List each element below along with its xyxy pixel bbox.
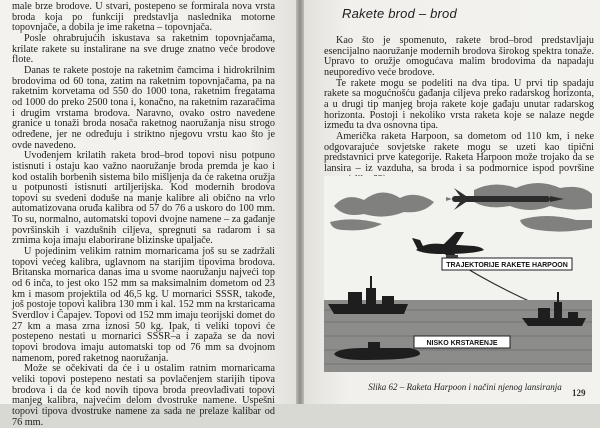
label-cruise-text: NISKO KRSTARENJE [426, 340, 498, 347]
paragraph: Kao što je spomenuto, rakete brod–brod predstavljaju esencijalno naoružanje modernih brodova širokog spektra tonaže. Upravo to oružje omogućava malim brodovima da napadaju neuporedivo veće brodove. [324, 35, 594, 78]
section-heading: Rakete brod – brod [342, 6, 457, 21]
paragraph: U pojedinim velikim ratnim mornaricama još su se zadržali topovi većeg kalibra, uglavnom na starijim tipovima brodova. Britanska mornarica danas ima u svome naoružanju najveći top od 6 inča, to jest oko 152 mm sa maksimalnim dometom od 23 km i masom projektila od 46,5 kg. U mornarici SSSR, takođe, još postoje topovi kalibra 130 mm i kal. 152 mm na krstaricama Sverdlov i Čapajev. Topovi od 152 mm imaju teorijski domet do 27 km a masa zrna iznosi 50 kg. Ipak, ti veliki topovi će postepeno nestati u mornarici SSSR–a i zapaža se da novi topovi brodova imaju automatski top od 76 mm sa dvojnom namenom, poređ raketnog naoružanja. [12, 246, 275, 364]
right-page [304, 0, 600, 404]
paragraph: Može se očekivati da će i u ostalim ratnim mornaricama veliki topovi postepeno nestati sa povlačenjem starijih tipova brodova i da će kod novih tipova broda preovlađivati topovi manjeg kalibra, najvećim delom dvostruke namene. Uspešni topovi tipova dvostruke namene za sada ne prelaze kalibar od 76 mm. [12, 363, 275, 428]
paragraph: Uvođenjem krilatih raketa brod–brod topovi nisu potpuno istisnuti i ostaju kao važno naoružanje broda premda je kao i kod ostalih borbenih sistema bilo mišljenja da će raketna oružja u potpunosti istisnuti artiljerijska. Kod modernih brodova topovi su svedeni doduše na manje kalibre ali obično na vrlo automatizovana oruđa kalibra od 57 do 76 a uskoro do 100 mm. To su, normalno, automatski topovi dvojne namene – za gađanje površinskih i vazdušnih ciljeva, spregnuti sa radarom i sa zrnima koja imaju elaborirane blizinske upaljače. [12, 150, 275, 247]
label-cruise [414, 336, 510, 348]
paragraph: male brze brodove. U stvari, postepeno se formirala nova vrsta broda koja po funkciji predstavlja naslednika motorne topovnjače, a dobila je ime raketna – topovnjača. [12, 1, 275, 34]
paragraph: Te rakete mogu se podeliti na dva tipa. U prvi tip spadaju rakete sa mogućnošću gađanja ciljeva preko radarskog horizonta, a u drugi tip manjeg broja rakete koje gađaju unutar radarskog horizonta. Postoji i nekoliko vrsta raketa koje se nalaze negde između ta dva osnovna tipa. [324, 77, 594, 132]
page-number: 129 [572, 388, 586, 398]
paragraph: Danas te rakete postoje na raketnim čamcima i hidrokrilnim brodovima od 60 tona, zatim na raketnim topovnjačama, pa na raketnim korvetama od 550 do 1000 tona, raketnim fregatama od 1000 do preko 2500 tona i, konačno, na raketnim razaračima i drugim vrstama brodova. Naravno, ovako ostro navedene granice u tonaži broda nosača raketnog naoružanja nisu strogo određene, jer ne određuju i striktno njegovu vrstu kao što je ovde navedeno. [12, 64, 275, 151]
paragraph: Američka raketa Harpoon, sa dometom od 110 km, i neke odgovarajuće sovjetske rakete mogu se uzeti kao tipični predstavnici prve kategorije. Raketa Harpoon može trojako da se lansira – iz vazduha, sa broda i sa podmornice ispod površine [324, 130, 594, 174]
illustration-svg [324, 176, 592, 372]
label-trajectories-text: TRAJEKTORIJE RAKETE HARPOON [446, 262, 568, 269]
harpoon-launch-illustration [324, 176, 592, 372]
paragraph: Posle ohrabrujućih iskustava sa raketnim topovnjačama, krilate rakete su instalirane na sve druge znatno veće brodove flote. [12, 32, 275, 66]
book-gutter [296, 0, 304, 404]
label-trajectories [442, 258, 572, 270]
right-page-text [324, 36, 594, 185]
figure-caption: Slika 62 – Raketa Harpoon i načini njenog lansiranja [368, 382, 562, 392]
left-page [0, 0, 296, 428]
left-page-text [12, 2, 275, 428]
